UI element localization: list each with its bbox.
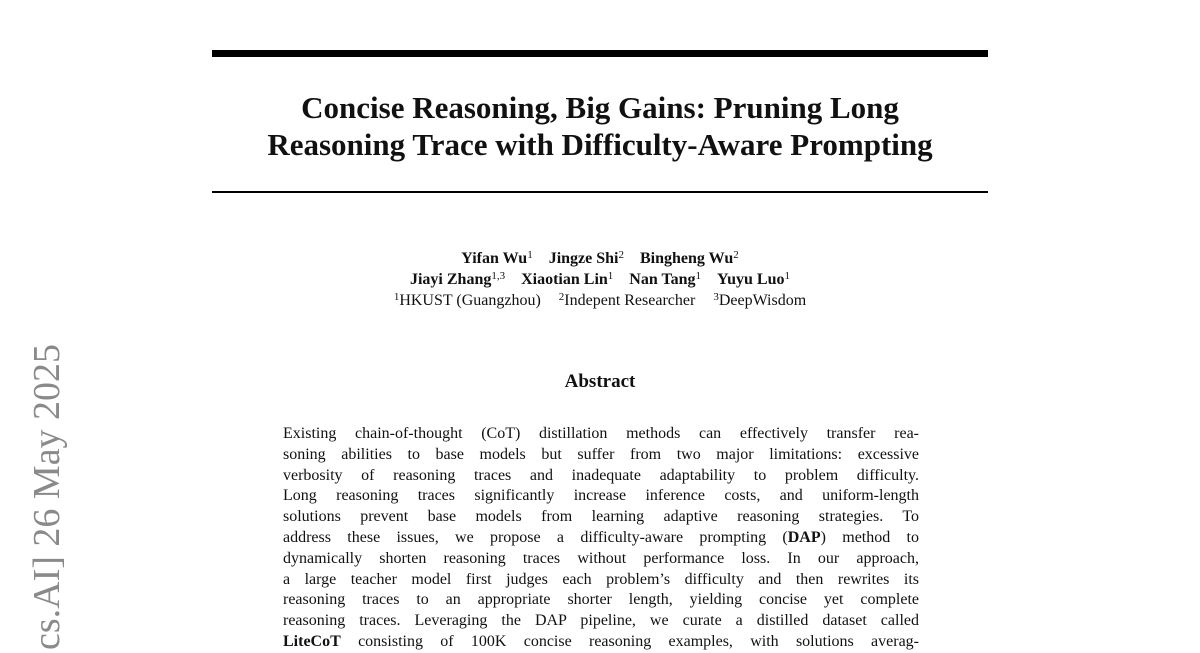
- abstract-body: [283, 424, 919, 653]
- affiliation: $^1$HKUST (Guangzhou): [393, 291, 541, 309]
- abstract-line: Existing chain-of-thought (CoT) distillation methods can effectively transfer rea-: [283, 425, 919, 442]
- author: Nan Tang$^1$: [629, 270, 702, 288]
- abstract-heading: Abstract: [564, 371, 636, 392]
- abstract-line: LiteCoT consisting of 100K concise reasoning examples, with solutions averag-: [283, 632, 919, 650]
- abstract-line: solutions prevent base models from learning adaptive reasoning strategies. To: [283, 508, 919, 526]
- author: Xiaotian Lin$^1$: [521, 270, 614, 288]
- affiliation: $^2$Indepent Researcher: [558, 291, 696, 309]
- abstract-line: a large teacher model first judges each problem’s difficulty and then rewrites its: [283, 570, 919, 588]
- author: Yuyu Luo$^1$: [717, 270, 790, 288]
- author-row-2: [212, 269, 988, 290]
- abstract-line: Long reasoning traces significantly increase inference costs, and uniform-length: [283, 487, 919, 505]
- author-block: [212, 248, 988, 311]
- author: Jiayi Zhang$^{1,3}$: [409, 270, 506, 288]
- author: Yifan Wu$^1$: [461, 249, 533, 267]
- title-line-2: Reasoning Trace with Difficulty-Aware Prompting: [267, 127, 933, 162]
- abstract-line: verbosity of reasoning traces and inadequate adaptability to problem difficulty.: [283, 466, 919, 484]
- abstract-line: soning abilities to base models but suffer from two major limitations: excessive: [283, 445, 919, 463]
- title-top-rule: [212, 50, 988, 57]
- abstract-line: reasoning traces. Leveraging the DAP pipeline, we curate a distilled dataset called: [283, 612, 919, 630]
- arxiv-stamp: cs.AI] 26 May 2025: [26, 343, 68, 650]
- affiliation-row: [212, 290, 988, 311]
- abstract-line: address these issues, we propose a difficulty-aware prompting (DAP) method to: [283, 528, 920, 546]
- author: Bingheng Wu$^2$: [640, 249, 739, 267]
- author: Jingze Shi$^2$: [548, 249, 624, 267]
- abstract-line: reasoning traces to an appropriate shorter length, yielding concise yet complete: [283, 591, 919, 609]
- title-line-1: Concise Reasoning, Big Gains: Pruning Long: [301, 90, 899, 125]
- title-bottom-rule: [212, 191, 988, 193]
- abstract-line: dynamically shorten reasoning traces without performance loss. In our approach,: [283, 549, 919, 567]
- paper-title: [212, 89, 988, 163]
- author-row-1: [212, 248, 988, 269]
- litecot-term: LiteCoT: [283, 632, 341, 650]
- dap-term: DAP: [787, 528, 821, 546]
- affiliation: $^3$DeepWisdom: [713, 291, 807, 309]
